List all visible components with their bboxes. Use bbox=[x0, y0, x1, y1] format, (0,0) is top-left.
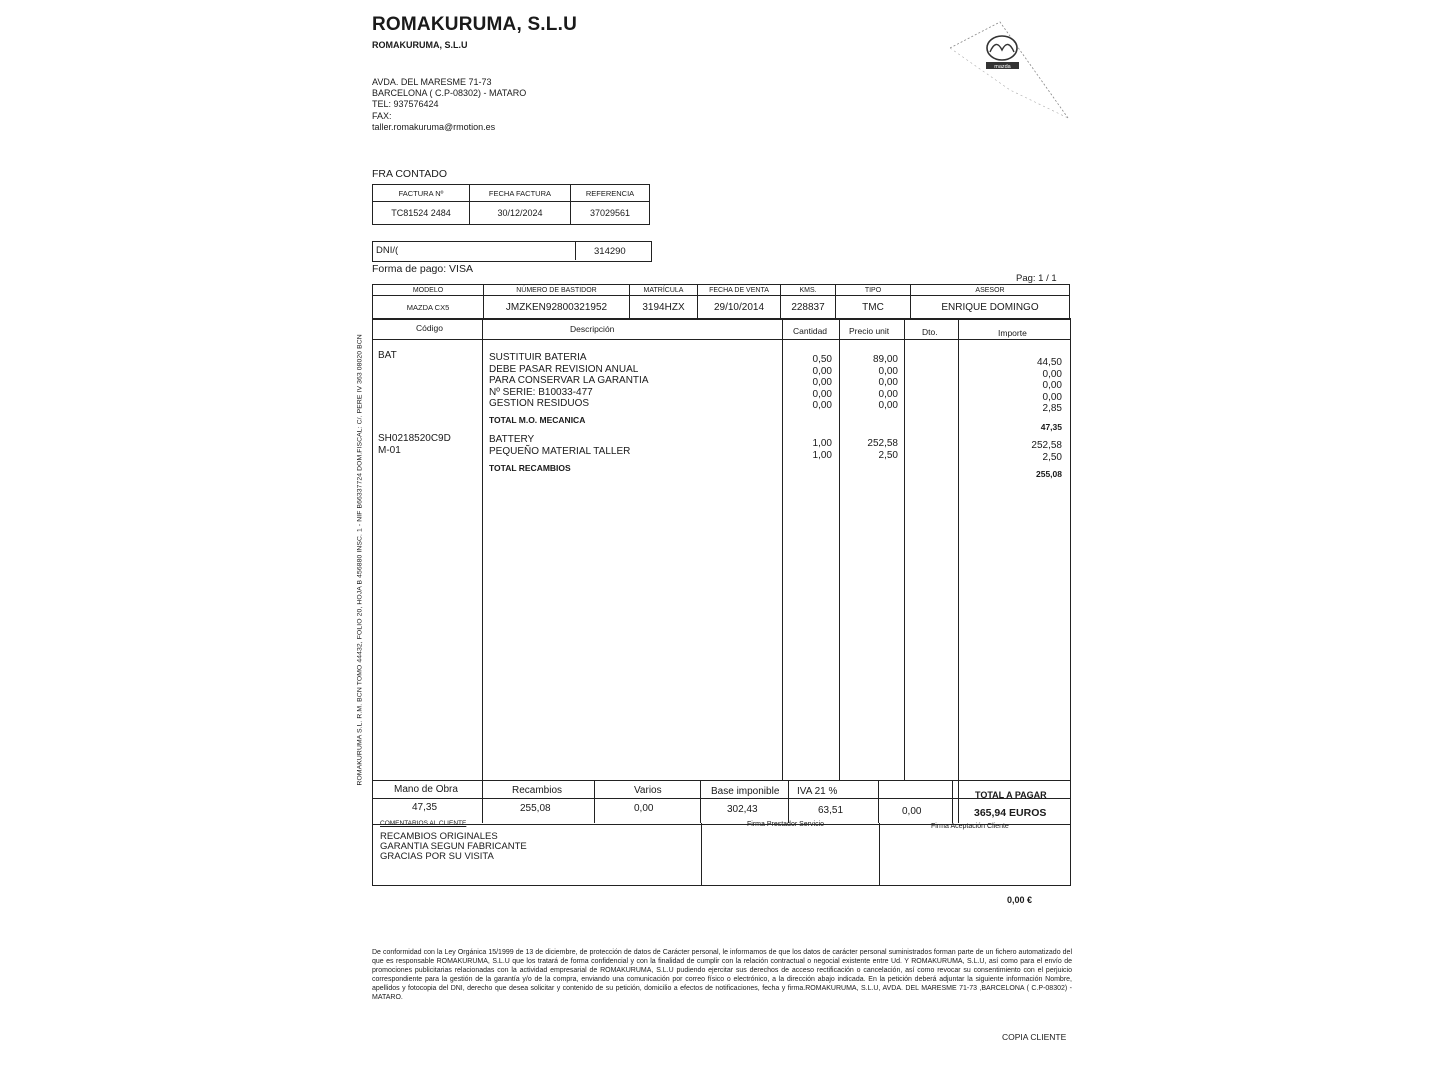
divider bbox=[879, 823, 880, 885]
mazda-logo-icon bbox=[950, 20, 1070, 120]
header-referencia: REFERENCIA bbox=[570, 185, 649, 202]
address-line: taller.romakuruma@rmotion.es bbox=[372, 121, 496, 132]
header-modelo: MODELO bbox=[373, 285, 484, 296]
header-matricula: MATRÍCULA bbox=[630, 285, 698, 296]
line-description: SUSTITUIR BATERIA bbox=[489, 352, 587, 363]
total-recambios-label: TOTAL RECAMBIOS bbox=[489, 463, 571, 473]
divider bbox=[372, 780, 1070, 781]
dni-label: DNI/( bbox=[376, 245, 399, 256]
address-line: AVDA. DEL MARESME 71-73 bbox=[372, 77, 492, 87]
divider bbox=[958, 318, 959, 823]
line-prices-block2 bbox=[852, 438, 898, 461]
balance-due: 0,00 € bbox=[1007, 895, 1033, 905]
totals-recambios-value: 255,08 bbox=[520, 803, 551, 814]
line-amount: 0,00 bbox=[1042, 368, 1062, 380]
line-amount: 44,50 bbox=[1036, 357, 1062, 368]
divider bbox=[482, 318, 483, 780]
vehicle-kms: 228837 bbox=[781, 296, 836, 320]
line-amount: 252,58 bbox=[1031, 440, 1062, 451]
line-price: 252,58 bbox=[867, 438, 898, 449]
header-factura: FACTURA Nº bbox=[373, 185, 470, 202]
divider bbox=[701, 823, 702, 885]
line-code: BAT bbox=[378, 350, 397, 361]
header-asesor: ASESOR bbox=[911, 285, 1070, 296]
divider bbox=[878, 780, 879, 823]
line-price: 0,00 bbox=[878, 365, 898, 377]
divider bbox=[482, 780, 483, 823]
header-fecha: FECHA FACTURA bbox=[469, 185, 570, 202]
company-address bbox=[372, 77, 526, 133]
totals-iva-value: 63,51 bbox=[818, 805, 844, 816]
address-line: FAX: bbox=[372, 110, 392, 121]
line-quantities-block2 bbox=[810, 438, 832, 461]
line-price: 0,00 bbox=[878, 400, 898, 411]
vehicle-advisor: ENRIQUE DOMINGO bbox=[911, 296, 1070, 320]
divider bbox=[788, 780, 789, 823]
company-title: ROMAKURUMA, S.L.U bbox=[372, 14, 577, 35]
comments-label: COMENTARIOS AL CLIENTE bbox=[380, 820, 467, 827]
line-price: 0,00 bbox=[878, 388, 898, 400]
line-code: M-01 bbox=[378, 444, 401, 456]
vehicle-vin: JMZKEN92800321952 bbox=[484, 296, 630, 320]
line-amounts-block2 bbox=[1012, 440, 1062, 463]
vehicle-type: TMC bbox=[836, 296, 911, 320]
divider bbox=[372, 339, 1070, 340]
line-codes-block2 bbox=[378, 433, 451, 456]
total-to-pay: 365,94 EUROS bbox=[974, 807, 1047, 819]
line-quantity: 0,50 bbox=[812, 354, 832, 365]
totals-header-base: Base imponible bbox=[711, 786, 780, 797]
total-mo-value: 47,35 bbox=[1040, 422, 1062, 432]
invoice-number: TC81524 2484 bbox=[373, 202, 470, 225]
col-cantidad: Cantidad bbox=[793, 326, 828, 336]
line-code: SH0218520C9D bbox=[378, 433, 451, 444]
header-fecha-venta: FECHA DE VENTA bbox=[698, 285, 781, 296]
totals-header-recambios: Recambios bbox=[512, 785, 563, 796]
line-descriptions-block2 bbox=[489, 434, 630, 457]
col-codigo: Código bbox=[416, 323, 443, 333]
header-bastidor: NÚMERO DE BASTIDOR bbox=[484, 285, 630, 296]
line-quantities-block1 bbox=[810, 354, 832, 412]
logo-text: mazda bbox=[994, 64, 1011, 70]
comments-lines bbox=[380, 832, 527, 862]
page-number: Pag: 1 / 1 bbox=[1016, 273, 1057, 284]
invoice-ref-table bbox=[372, 184, 650, 225]
comment-line: GARANTIA SEGUN FABRICANTE bbox=[380, 841, 527, 852]
line-description: Nº SERIE: B10033-477 bbox=[489, 386, 593, 398]
header-tipo: TIPO bbox=[836, 285, 911, 296]
copy-label: COPIA CLIENTE bbox=[1002, 1032, 1067, 1042]
totals-header-iva: IVA 21 % bbox=[797, 786, 838, 797]
totals-header-varios: Varios bbox=[634, 785, 662, 796]
line-amount: 0,00 bbox=[1042, 380, 1062, 391]
line-description: GESTION RESIDUOS bbox=[489, 398, 590, 409]
privacy-footnote: De conformidad con la Ley Orgánica 15/1999 de 13 de diciembre, de protección de datos de Carácter personal, le informamos de que los datos de carácter personal suministrados forman parte de un fichero automatizado del que es responsable ROMAKURUMA, S.L.U que los tratará de forma confidencial y con la finalidad de cumplir con la relación contractual o negocial existente entre Ud. Y ROMAKURUMA, S.L.U, así como para el envío de promociones publicitarias relacionadas con la actividad empresarial de ROMAKURUMA, S.L.U pudiendo ejercitar sus derechos de acceso rectificación o cancelación, así como revocar su consentimiento con el perjuicio correspondiente para la gestión de la garantía y/o de la compra, enviando una comunicación por correo físico o electrónico, a la dirección abajo indicada. En la petición deberá adjuntar la siguiente información Nombre, apellidos y fotocopia del DNI, derecho que desea solicitar y contenido de su petición, domicilio a efectos de notificaciones, fecha y firma.ROMAKURUMA, S.L.U, AVDA. DEL MARESME 71-73 ,BARCELONA ( C.P-08302) - MATARO. bbox=[372, 949, 1072, 1001]
invoice-type: FRA CONTADO bbox=[372, 168, 448, 180]
line-amount: 2,50 bbox=[1042, 451, 1062, 463]
vehicle-model: MAZDA CX5 bbox=[373, 296, 484, 320]
vehicle-table bbox=[372, 284, 1070, 320]
header-kms: KMS. bbox=[781, 285, 836, 296]
divider bbox=[782, 318, 783, 780]
line-prices-block1 bbox=[852, 354, 898, 412]
col-descripcion: Descripción bbox=[570, 324, 615, 334]
divider bbox=[952, 780, 953, 823]
totals-other-value: 0,00 bbox=[902, 806, 922, 817]
divider bbox=[372, 798, 1070, 799]
payment-method: Forma de pago: VISA bbox=[372, 263, 473, 275]
totals-header-total: TOTAL A PAGAR bbox=[975, 790, 1047, 800]
line-amount: 2,85 bbox=[1042, 403, 1062, 414]
signature-client-label: Firma Aceptación Cliente bbox=[931, 823, 1009, 830]
comments-box bbox=[372, 820, 1071, 886]
company-subtitle: ROMAKURUMA, S.L.U bbox=[372, 40, 468, 50]
line-quantity: 1,00 bbox=[812, 438, 832, 449]
line-price: 89,00 bbox=[872, 354, 898, 365]
totals-mo-value: 47,35 bbox=[412, 802, 438, 813]
line-description: BATTERY bbox=[489, 434, 535, 445]
line-description: PARA CONSERVAR LA GARANTIA bbox=[489, 375, 649, 386]
totals-base-value: 302,43 bbox=[727, 804, 758, 815]
line-amounts-block1 bbox=[1012, 357, 1062, 415]
col-importe: Importe bbox=[998, 328, 1027, 338]
line-price: 2,50 bbox=[878, 449, 898, 461]
vehicle-plate: 3194HZX bbox=[630, 296, 698, 320]
line-quantity: 0,00 bbox=[812, 377, 832, 388]
line-quantity: 0,00 bbox=[812, 365, 832, 377]
line-items-grid bbox=[372, 318, 1070, 823]
divider bbox=[700, 780, 701, 823]
line-price: 0,00 bbox=[878, 377, 898, 388]
line-description: DEBE PASAR REVISION ANUAL bbox=[489, 363, 639, 375]
totals-header-mo: Mano de Obra bbox=[394, 784, 458, 795]
col-dto: Dto. bbox=[922, 327, 938, 337]
comment-line: GRACIAS POR SU VISITA bbox=[380, 851, 494, 862]
divider bbox=[904, 318, 905, 780]
line-amount: 0,00 bbox=[1042, 391, 1062, 403]
col-precio: Precio unit bbox=[849, 326, 890, 336]
line-quantity: 0,00 bbox=[812, 400, 832, 411]
comment-line: RECAMBIOS ORIGINALES bbox=[380, 831, 498, 842]
vehicle-sale-date: 29/10/2014 bbox=[698, 296, 781, 320]
invoice-date: 30/12/2024 bbox=[469, 202, 570, 225]
divider bbox=[575, 241, 576, 260]
line-quantity: 0,00 bbox=[812, 388, 832, 400]
line-description: PEQUEÑO MATERIAL TALLER bbox=[489, 445, 631, 457]
line-quantity: 1,00 bbox=[812, 449, 832, 461]
signature-provider-label: Firma Prestador Servicio bbox=[747, 821, 825, 828]
invoice-reference: 37029561 bbox=[570, 202, 649, 225]
dni-value: 314290 bbox=[594, 246, 626, 257]
divider bbox=[839, 318, 840, 780]
divider bbox=[594, 780, 595, 823]
line-descriptions-block1 bbox=[489, 352, 649, 410]
total-recambios-value: 255,08 bbox=[1036, 469, 1062, 479]
totals-varios-value: 0,00 bbox=[634, 803, 654, 814]
address-line: TEL: 937576424 bbox=[372, 99, 439, 110]
address-line: BARCELONA ( C.P-08302) - MATARO bbox=[372, 88, 527, 99]
total-mo-label: TOTAL M.O. MECANICA bbox=[489, 415, 586, 425]
registry-text: ROMAKURUMA S.L. R.M. BCN TOMO 44432, FOLIO 20, HOJA B 456880 INSC. 1 - NIF B66337724 DOM.FISCAL: C/. PERE IV 363 08020 BCN bbox=[356, 334, 364, 786]
